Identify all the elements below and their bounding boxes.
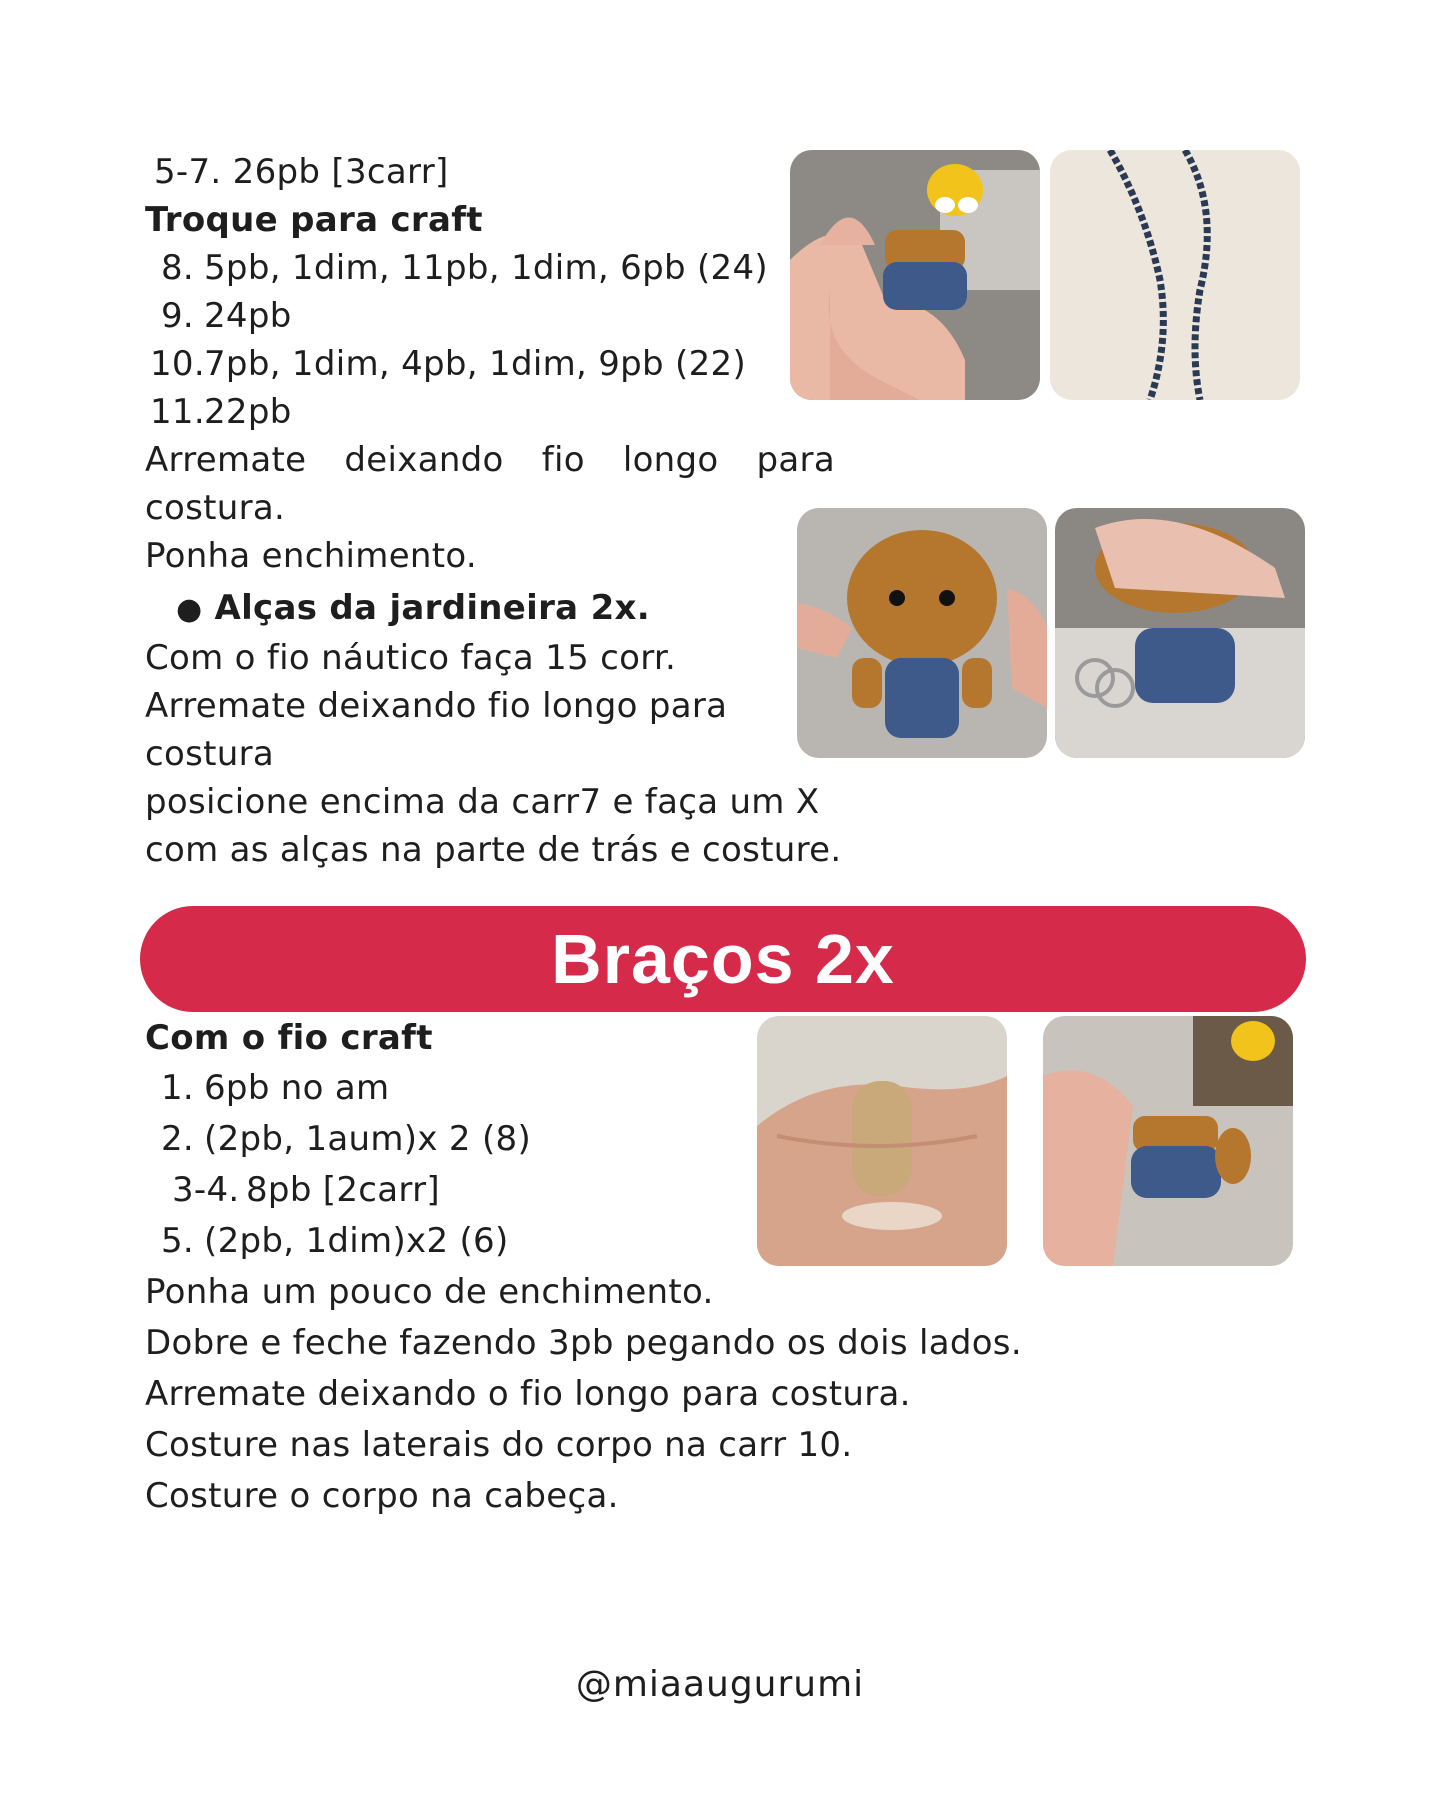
- pattern-row: 2. (2pb, 1aum)x 2 (8): [160, 1119, 532, 1159]
- pattern-row: 10.7pb, 1dim, 4pb, 1dim, 9pb (22): [150, 344, 747, 384]
- photo-arm-piece: [757, 1016, 1007, 1266]
- banner-title: Braços 2x: [551, 920, 895, 998]
- photo-straps: [1050, 150, 1300, 400]
- pattern-row: 9. 24pb: [160, 296, 292, 336]
- arms-line: Arremate deixando o fio longo para costura.: [145, 1374, 911, 1414]
- pattern-row: 1. 6pb no am: [160, 1068, 390, 1108]
- pattern-row: 3-4.: [172, 1170, 240, 1210]
- straps-heading: ● Alças da jardineira 2x.: [176, 588, 650, 628]
- pattern-row: 5. (2pb, 1dim)x2 (6): [160, 1221, 509, 1261]
- photo-body-with-arms: [1043, 1016, 1293, 1266]
- arms-heading: Com o fio craft: [145, 1018, 433, 1058]
- arms-line: Ponha um pouco de enchimento.: [145, 1272, 714, 1312]
- straps-line: posicione encima da carr7 e faça um X: [145, 782, 820, 822]
- pattern-row: 8. 5pb, 1dim, 11pb, 1dim, 6pb (24): [160, 248, 768, 288]
- arms-line: Dobre e feche fazendo 3pb pegando os dois lados.: [145, 1323, 1022, 1363]
- straps-line: com as alças na parte de trás e costure.: [145, 830, 842, 870]
- stuffing-instruction: Ponha enchimento.: [145, 536, 478, 576]
- finish-instruction-cont: costura.: [145, 488, 286, 528]
- photo-bear-with-straps: [797, 508, 1047, 758]
- arms-line: Costure nas laterais do corpo na carr 10.: [145, 1425, 853, 1465]
- pattern-row: 11.22pb: [150, 392, 292, 432]
- finish-instruction: Arremate deixando fio longo para: [145, 440, 835, 480]
- arms-line: Costure o corpo na cabeça.: [145, 1476, 619, 1516]
- straps-line: Com o fio náutico faça 15 corr.: [145, 638, 677, 678]
- section-banner: [140, 906, 1306, 1012]
- row-5-7: 5-7. 26pb [3carr]: [154, 152, 449, 192]
- author-handle: @miaaugurumi: [575, 1664, 865, 1705]
- photo-body-overalls: [790, 150, 1040, 400]
- switch-yarn-heading: Troque para craft: [145, 200, 483, 240]
- straps-line: Arremate deixando fio longo para: [145, 686, 728, 726]
- straps-line: costura: [145, 734, 275, 774]
- photo-bear-back-view: [1055, 508, 1305, 758]
- bullet-icon: ●: [176, 592, 203, 627]
- pattern-row-text: 8pb [2carr]: [246, 1170, 440, 1210]
